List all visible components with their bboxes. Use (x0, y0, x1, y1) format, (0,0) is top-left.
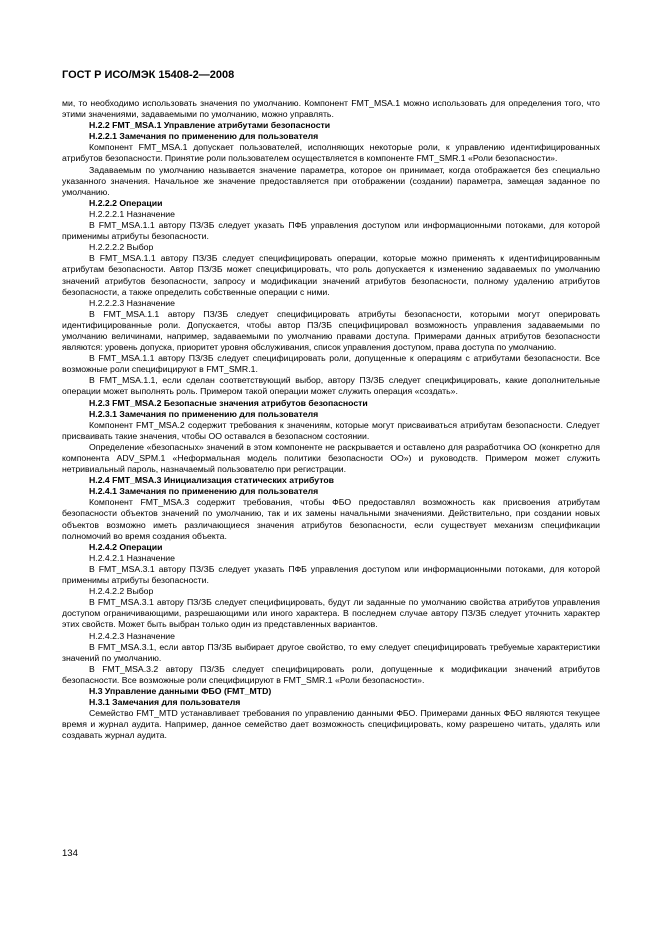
paragraph: В FMT_MSA.3.2 автору ПЗ/ЗБ следует специфицировать роли, допущенные к модификации значений атрибутов безопасности. Все возможные роли специфицируют в FMT_SMR.1 «Роли безопасности». (62, 663, 600, 685)
document-header: ГОСТ Р ИСО/МЭК 15408-2—2008 (62, 69, 235, 81)
paragraph: H.2.4.2.3 Назначение (89, 630, 175, 641)
paragraph: H.2.4.2.1 Назначение (89, 552, 175, 563)
section-heading: H.2.2.1 Замечания по применению для пользователя (89, 131, 319, 142)
document-body (62, 98, 600, 741)
section-heading: H.2.4 FMT_MSA.3 Инициализация статических атрибутов (89, 475, 334, 486)
paragraph: Задаваемым по умолчанию называется значение параметра, которое он принимает, когда отображается без специально указанного значения. Начальное же значение предоставляется при отображении (создании) параметра, замещая заданное по умолчанию. (62, 164, 600, 197)
page-number: 134 (62, 848, 78, 859)
paragraph: H.2.4.2.2 Выбор (89, 586, 154, 597)
section-heading: H.3 Управление данными ФБО (FMT_MTD) (89, 685, 272, 696)
section-heading: H.2.2 FMT_MSA.1 Управление атрибутами безопасности (89, 120, 331, 131)
section-heading: H.3.1 Замечания для пользователя (89, 697, 241, 708)
paragraph: H.2.2.2.3 Назначение (89, 297, 175, 308)
paragraph: Семейство FMT_MTD устанавливает требования по управлению данными ФБО. Примерами данных ФБО являются текущее время и журнал аудита. Например, данное семейство дает возможность специфицировать, кому разрешено читать, удалять или создавать журнал аудита. (62, 708, 600, 741)
paragraph: В FMT_MSA.3.1, если автор ПЗ/ЗБ выбирает другое свойство, то ему следует специфицировать требуемые характеристики значений по умолчанию. (62, 641, 600, 663)
paragraph: В FMT_MSA.1.1, если сделан соответствующий выбор, автору ПЗ/ЗБ следует специфицировать, какие дополнительные операции может выполнять роль. Примером такой операции может служить операция «создать». (62, 375, 600, 397)
paragraph: H.2.2.2.1 Назначение (89, 208, 175, 219)
paragraph: В FMT_MSA.3.1 автору ПЗ/ЗБ следует указать ПФБ управления доступом или информационными потоками, для которой применимы атрибуты безопасности. (62, 563, 600, 586)
paragraph: В FMT_MSA.1.1 автору ПЗ/ЗБ следует указать ПФБ управления доступом или информационными потоками, для которой применимы атрибуты безопасности. (62, 220, 600, 242)
paragraph: ми, то необходимо использовать значения по умолчанию. Компонент FMT_MSA.1 можно использовать для определения того, что этими значениями, задаваемыми по умолчанию, можно управлять. (62, 98, 600, 120)
paragraph: В FMT_MSA.1.1 автору ПЗ/ЗБ следует специфицировать атрибуты безопасности, которыми могут оперировать идентифицированные роли. Допускается, чтобы автор ПЗ/ЗБ специфицировал возможность управления задаваемыми по умолчанию величинами, например, задаваемыми по умолчанию правами доступа. Примерами данных атрибутов безопасности являются: уровень допуска, приоритет уровня обслуживания, список управления доступом, права доступа по умолчанию. (62, 308, 600, 353)
paragraph: Компонент FMT_MSA.3 содержит требования, чтобы ФБО предоставлял возможность как присвоения атрибутам безопасности объектов значений по умолчанию, так и их замены начальными значениями. Действительно, при создании новых объектов возможно иметь различающиеся значения атрибутов безопасности, если существует механизм спецификации полномочий во время создания объекта. (62, 497, 600, 541)
paragraph: H.2.2.2.2 Выбор (89, 242, 154, 253)
section-heading: H.2.3 FMT_MSA.2 Безопасные значения атрибутов безопасности (89, 397, 368, 408)
paragraph: В FMT_MSA.1.1 автору ПЗ/ЗБ следует специфицировать операции, которые можно применять к идентифицированным атрибутам безопасности. Автор ПЗ/ЗБ может специфицировать, что роль допускается к изменению задаваемых по умолчанию значений атрибутов безопасности, запросу и модификации значений атрибутов безопасности, полному удалению атрибутов безопасности, а также определить собственные операции с ними. (62, 253, 600, 297)
paragraph: В FMT_MSA.3.1 автору ПЗ/ЗБ следует специфицировать, будут ли заданные по умолчанию свойства атрибутов управления доступом ограничивающими, разрешающими или иного характера. В последнем случае автору ПЗ/ЗБ следует уточнить характер этих свойств. Может быть выбран только один из представленных вариантов. (62, 597, 600, 630)
section-heading: H.2.4.2 Операции (89, 541, 163, 552)
paragraph: Компонент FMT_MSA.2 содержит требования к значениям, которые могут присваиваться атрибутам безопасности. Следует присваивать такие значения, чтобы ОО оставался в безопасном состоянии. (62, 419, 600, 441)
paragraph: Компонент FMT_MSA.1 допускает пользователей, исполняющих некоторые роли, к управлению идентифицированных атрибутов безопасности. Принятие роли пользователем осуществляется в компоненте FMT_SMR.1 «Роли безопасности». (62, 142, 600, 164)
section-heading: H.2.3.1 Замечания по применению для пользователя (89, 408, 319, 419)
section-heading: H.2.2.2 Операции (89, 197, 163, 208)
section-heading: H.2.4.1 Замечания по применению для пользователя (89, 486, 319, 497)
paragraph: В FMT_MSA.1.1 автору ПЗ/ЗБ следует специфицировать роли, допущенные к операциям с атрибутами безопасности. Все возможные роли специфицируют в FMT_SMR.1. (62, 353, 600, 375)
paragraph: Определение «безопасных» значений в этом компоненте не раскрывается и оставлено для разработчика ОО (конкретно для компонента ADV_SPM.1 «Неформальная модель политики безопасности ОО») и руководств. Примером может служить нетривиальный пароль, назначаемый пользователю при регистрации. (62, 441, 600, 475)
